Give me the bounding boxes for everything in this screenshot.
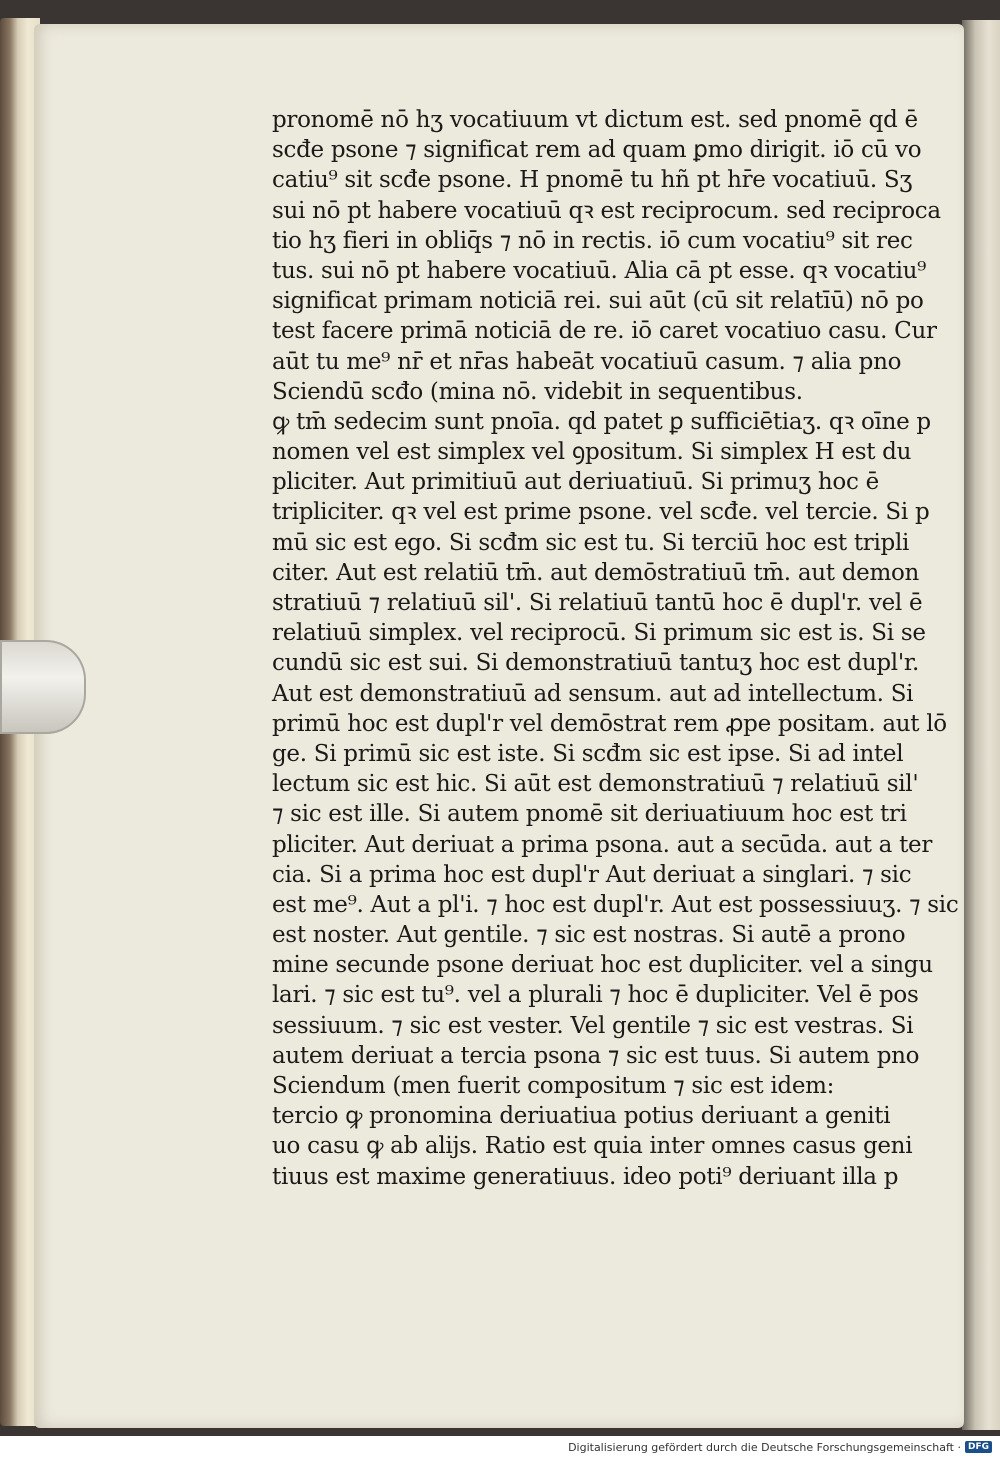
text-line: cia. Si a prima hoc est dupl'r Aut deriuat a singlari. ⁊ sic (272, 861, 912, 888)
text-line: sui nō pt habere vocatiuū qꝛ est reciprocum. sed reciproca (272, 197, 941, 224)
text-line: tio hʒ fieri in obliq̄s ⁊ nō in rectis. iō cum vocatiu⁹ sit rec (272, 227, 913, 254)
text-line: ⁊ sic est ille. Si autem pnomē sit deriuatiuum hoc est tri (272, 801, 907, 828)
text-line: stratiuū ⁊ relatiuū sil'. Si relatiuū tantū hoc ē dupl'r. vel ē (272, 590, 923, 616)
text-line: cundū sic est sui. Si demonstratiuū tantuʒ hoc est dupl'r. (272, 650, 920, 677)
footer-credit: Digitalisierung gefördert durch die Deutsche Forschungsgemeinschaft · (568, 1440, 961, 1454)
text-line: significat primam noticiā rei. sui aūt (cū sit relatīū) nō po (272, 288, 924, 315)
text-line: lectum sic est hic. Si aūt est demonstratiuū ⁊ relatiuū sil' (272, 771, 919, 798)
text-line: pronomē nō hʒ vocatiuum vt dictum est. sed pnomē qd ē (272, 107, 918, 133)
text-line: tus. sui nō pt habere vocatiuū. Alia cā pt esse. qꝛ vocatiu⁹ (272, 257, 927, 284)
text-line: nomen vel est simplex vel ꝯpositum. Si simplex H est du (272, 439, 912, 466)
text-line: autem deriuat a tercia psona ⁊ sic est tuus. Si autem pno (272, 1042, 920, 1069)
printed-text-block (272, 105, 959, 1192)
text-line: Aut est demonstratiuū ad sensum. aut ad intellectum. Si (272, 680, 914, 707)
text-line: test facere primā noticiā de re. iō caret vocatiuo casu. Cur (272, 318, 937, 345)
facing-page-edge (962, 20, 1000, 1430)
text-line: tripliciter. qꝛ vel est prime psone. vel scđe. vel tercie. Si p (272, 499, 930, 526)
text-line: est noster. Aut gentile. ⁊ sic est nostras. Si autē a prono (272, 922, 906, 949)
text-line: citer. Aut est relatiū tm̄. aut demōstratiuū tm̄. aut demon (272, 559, 920, 586)
text-line: Sciendum (men fuerit compositum ⁊ sic est idem: (272, 1073, 835, 1099)
text-line: ꝙ tm̄ sedecim sunt pnoīa. qd patet ꝑ sufficiētiaʒ. qꝛ oīne p (272, 408, 931, 435)
text-line: lari. ⁊ sic est tu⁹. vel a plurali ⁊ hoc ē dupliciter. Vel ē pos (272, 982, 919, 1009)
text-line: scđe psone ⁊ significat rem ad quam ꝑmo dirigit. iō cū vo (272, 137, 922, 164)
text-line: pliciter. Aut deriuat a prima psona. aut a secūda. aut a ter (272, 831, 933, 858)
dfg-logo: DFG (965, 1441, 992, 1453)
page-clamp (0, 640, 86, 734)
text-line: sessiuum. ⁊ sic est vester. Vel gentile ⁊ sic est vestras. Si (272, 1012, 914, 1039)
text-line: Sciendū scđo (mina nō. videbit in sequentibus. (272, 378, 803, 405)
text-line: tiuus est maxime generatiuus. ideo poti⁹ deriuant illa p (272, 1163, 899, 1190)
text-line: ge. Si primū sic est iste. Si scđm sic est ipse. Si ad intel (272, 740, 904, 767)
text-line: catiu⁹ sit scđe psone. H pnomē tu hñ pt hr̄e vocatiuū. Sʒ (272, 167, 913, 194)
text-line: pliciter. Aut primitiuū aut deriuatiuū. Si primuʒ hoc ē (272, 469, 879, 496)
text-line: mū sic est ego. Si scđm sic est tu. Si terciū hoc est tripli (272, 529, 910, 556)
text-line: aūt tu me⁹ nr̄ et nr̄as habeāt vocatiuū casum. ⁊ alia pno (272, 348, 902, 375)
text-line: relatiuū simplex. vel reciprocū. Si primum sic est is. Si se (272, 620, 926, 647)
text-line: est me⁹. Aut a pl'i. ⁊ hoc est dupl'r. Aut est possessiuuʒ. ⁊ sic (272, 891, 959, 918)
text-line: tercio ꝙ pronomina deriuatiua potius deriuant a geniti (272, 1103, 891, 1130)
text-line: mine secunde psone deriuat hoc est dupliciter. vel a singu (272, 952, 933, 979)
text-line: uo casu ꝙ ab alijs. Ratio est quia inter omnes casus geni (272, 1133, 913, 1160)
footer-bar (0, 1436, 1000, 1458)
text-line: primū hoc est dupl'r vel demōstrat rem ꝓpe positam. aut lō (272, 710, 947, 737)
